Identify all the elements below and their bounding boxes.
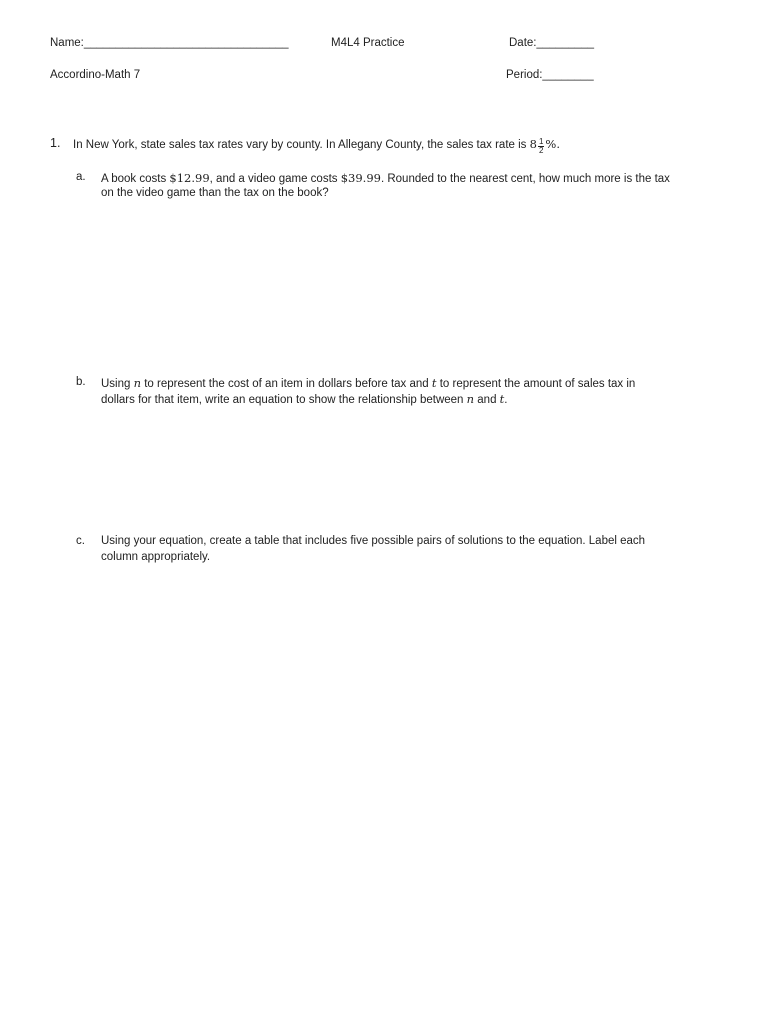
part-b-text-4: dollars for that item, write an equation to show the relationship between xyxy=(101,394,467,406)
tax-rate-whole: 8 xyxy=(529,137,537,151)
book-price: $12.99 xyxy=(169,171,210,185)
teacher-class-label: Accordino-Math 7 xyxy=(50,69,141,81)
variable-t: t xyxy=(431,376,437,390)
part-a-text-1: A book costs xyxy=(101,173,170,185)
date-field: Date:_________ xyxy=(509,37,595,49)
part-b-label: b. xyxy=(76,376,86,388)
part-a-text-3: . Rounded to the nearest cent, how much more is the tax xyxy=(380,173,670,185)
part-a-line-1 xyxy=(101,171,670,185)
question-1-stem: In New York, state sales tax rates vary by county. In Allegany County, the sales tax rate is xyxy=(73,139,530,151)
worksheet-title: M4L4 Practice xyxy=(331,37,405,49)
tax-rate-suffix: %. xyxy=(545,137,560,151)
question-number: 1. xyxy=(50,136,61,150)
part-b-line-1 xyxy=(101,376,635,390)
variable-t: t xyxy=(499,392,505,406)
game-price: $39.99 xyxy=(340,171,381,185)
part-a-line-2: on the video game than the tax on the book? xyxy=(101,187,329,199)
part-a-text-2: , and a video game costs xyxy=(209,173,341,185)
question-1-text xyxy=(73,137,560,155)
part-b-text-5: and xyxy=(474,394,500,406)
part-c-line-2: column appropriately. xyxy=(101,551,211,563)
part-c-label: c. xyxy=(76,535,85,547)
part-b-text-3: to represent the amount of sales tax in xyxy=(436,378,636,390)
part-b-line-2 xyxy=(101,392,507,406)
tax-rate-numerator: 1 xyxy=(538,137,544,146)
variable-n: n xyxy=(133,376,142,390)
part-a-label: a. xyxy=(76,171,86,183)
variable-n: n xyxy=(466,392,475,406)
period-field: Period:________ xyxy=(506,69,594,81)
part-c-line-1: Using your equation, create a table that includes five possible pairs of solutions to the equation. Label each xyxy=(101,535,646,547)
tax-rate-fraction xyxy=(538,138,544,155)
part-b-text-2: to represent the cost of an item in dollars before tax and xyxy=(141,378,432,390)
part-b-text-1: Using xyxy=(101,378,134,390)
part-b-text-6: . xyxy=(504,394,508,406)
name-field: Name:________________________________ xyxy=(50,37,289,49)
tax-rate-denominator: 2 xyxy=(538,146,544,155)
